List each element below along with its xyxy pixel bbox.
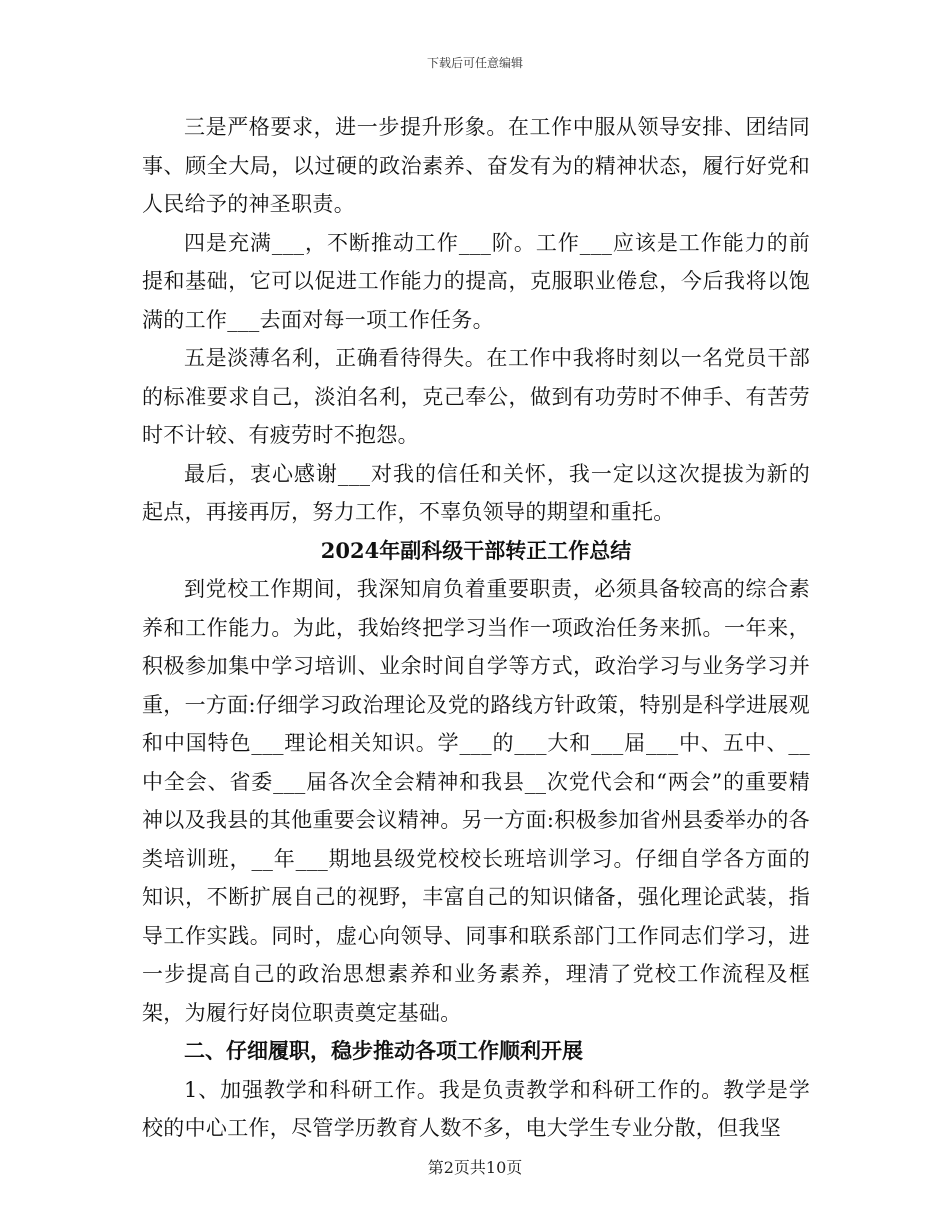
paragraph-party-school-study: 到党校工作期间，我深知肩负着重要职责，必须具备较高的综合素养和工作能力。为此，我始终把学习当作一项政治任务来抓。一年来，积极参加集中学习培训、业余时间自学等方式，政治学习与业务学习并重，一方面:仔细学习政治理论及党的路线方针政策，特别是科学进展观和中国特色___理论相关知识。学___的___大和___届___中、五中、__中全会、省委___届各次全会精神和我县__次党代会和“两会”的重要精神以及我县的其他重要会议精神。另一方面:积极参加省州县委举办的各类培训班，__年___期地县级党校校长班培训学习。仔细自学各方面的知识，不断扩展自己的视野，丰富自己的知识储备，强化理论武装，指导工作实践。同时，虚心向领导、同事和联系部门工作同志们学习，进一步提高自己的政治思想素养和业务素养，理清了党校工作流程及框架，为履行好岗位职责奠定基础。 [142, 577, 810, 1025]
paragraph-thanks: 最后，衷心感谢___对我的信任和关怀，我一定以这次提拔为新的起点，再接再厉，努力工作，不辜负领导的期望和重托。 [142, 461, 810, 524]
paragraph-teaching-research: 1、加强教学和科研工作。我是负责教学和科研工作的。教学是学校的中心工作，尽管学历教育人数不多，电大学生专业分散，但我坚 [142, 1077, 810, 1140]
page-header-note: 下载后可任意编辑 [426, 56, 523, 70]
page-number-indicator: 第2页共10页 [427, 1158, 523, 1177]
paragraph-full-enthusiasm: 四是充满___，不断推动工作___阶。工作___应该是工作能力的前提和基础，它可以促进工作能力的提高，克服职业倦怠，今后我将以饱满的工作___去面对每一项工作任务。 [142, 230, 810, 332]
paragraph-strict-requirements: 三是严格要求，进一步提升形象。在工作中服从领导安排、团结同事、顾全大局，以过硬的政治素养、奋发有为的精神状态，履行好党和人民给予的神圣职责。 [142, 115, 810, 216]
document-body [142, 108, 810, 1148]
section-title: 2024年副科级干部转正工作总结 [320, 537, 632, 563]
subheading-duties: 二、仔细履职，稳步推动各项工作顺利开展 [184, 1038, 583, 1063]
paragraph-indifferent-fame: 五是淡薄名利，正确看待得失。在工作中我将时刻以一名党员干部的标准要求自己，淡泊名利，克己奉公，做到有功劳时不伸手、有苦劳时不计较、有疲劳时不抱怨。 [142, 346, 810, 447]
